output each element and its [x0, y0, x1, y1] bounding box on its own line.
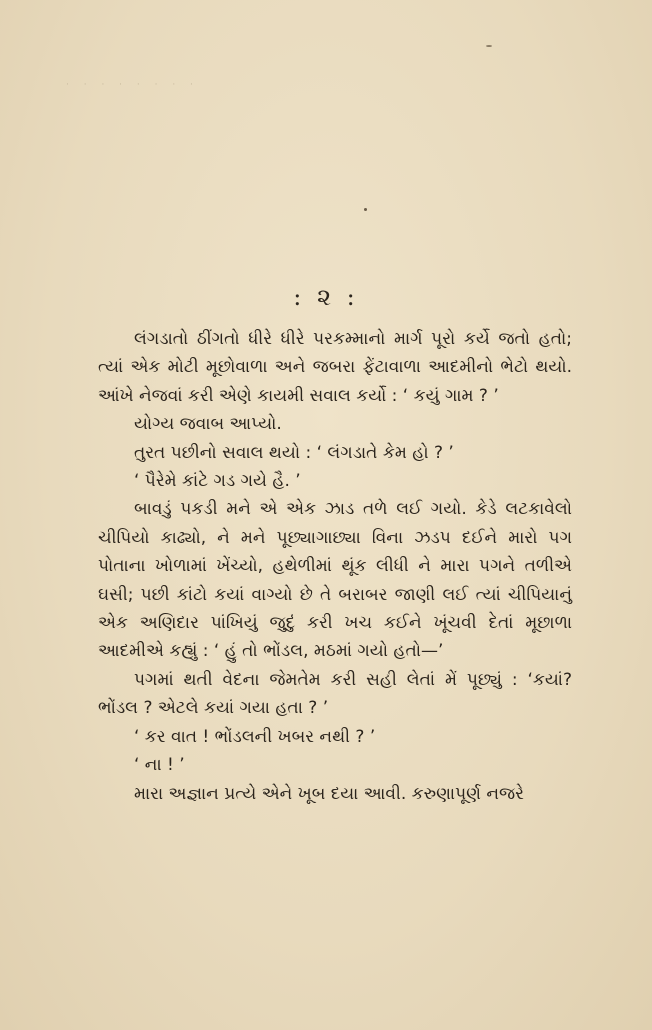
bleed-through-mark: · · · · · · · ·	[66, 80, 199, 90]
paragraph: પગમાં થતી વેદના જેમતેમ કરી સહી લેતાં મેં પૂછ્યું : ‘કયાં? ભોંડલ ? એટલે કયાં ગયા હતા ? ’	[98, 669, 572, 719]
paragraph: બાવડું પકડી મને એ એક ઝાડ તળે લઈ ગયો. કેડે લટકાવેલો ચીપિયો કાઢ્યો, ને મને પૂછ્યાગાછ્યા વિના ઝડપ દઈને મારો પગ પોતાના ખોળામાં ખેંચ્યો, હથેળીમાં થૂંક લીધી ને મારા પગને તળીએ ઘસી; પછી કાંટો કયાં વાગ્યો છે તે બરાબર જાણી લઈ ત્યાં ચીપિયાનું એક અણિદાર પાંખિયું જુદું કરી ખચ કઈને ખૂંચવી દેતાં મૂછાળા આદમીએ કહ્યું : ‘ હું તો ભોંડલ, મઠમાં ગયો હતો—’	[98, 499, 572, 662]
paragraph: મારા અજ્ઞાન પ્રત્યે એને ખૂબ દયા આવી. કરુણાપૂર્ણ નજરે	[134, 783, 524, 804]
paragraph: ‘ ના ! ’	[134, 755, 185, 776]
paragraph: ‘ પૈરેમે કાંટે ગડ ગયે હૈ. ’	[134, 471, 301, 492]
paragraph: લંગડાતો ઠીંગતો ધીરે ધીરે પરકમ્માનો માર્ગ પૂરો કર્યે જતો હતો; ત્યાં એક મોટી મૂછોવાળા અને જબરા ફેંટાવાળા આદમીનો ભેટો થયો. આંખે નેજવાં કરી એણે કાયમી સવાલ કર્યો : ‘ કયું ગામ ? ’	[98, 329, 572, 406]
paragraph: તુરત પછીનો સવાલ થયો : ‘ લંગડાતે કેમ હો ? ’	[134, 442, 454, 463]
chapter-heading: : ૨ :	[293, 283, 359, 311]
page-speck	[364, 208, 367, 211]
paragraph: યોગ્ય જવાબ આપ્યો.	[134, 414, 282, 435]
body-text	[98, 325, 572, 808]
paragraph: ‘ કર વાત ! ભોંડલની ખબર નથી ? ’	[134, 726, 376, 747]
page-speck	[486, 45, 492, 47]
